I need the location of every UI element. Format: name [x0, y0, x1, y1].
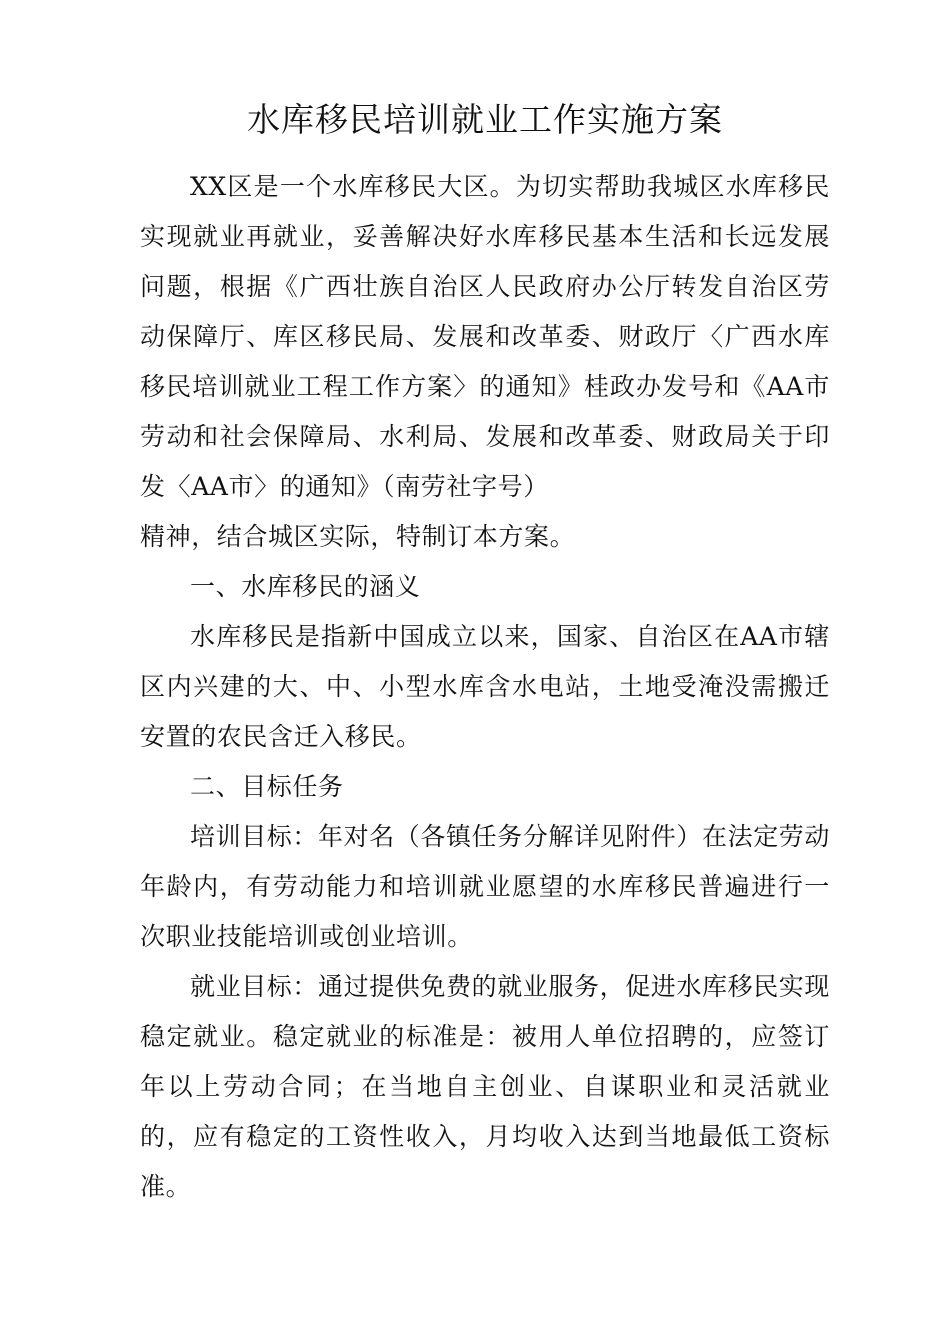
paragraph-definition: 水库移民是指新中国成立以来，国家、自治区在AA市辖区内兴建的大、中、小型水库含水电站，土地受淹没需搬迁安置的农民含迁入移民。	[140, 622, 830, 751]
section-heading-1: 一、水库移民的涵义	[190, 572, 421, 601]
document-page	[140, 96, 830, 1212]
section-heading-2: 二、目标任务	[190, 772, 344, 801]
paragraph-employment-goal: 就业目标：通过提供免费的就业服务，促进水库移民实现稳定就业。稳定就业的标准是：被用人单位招聘的，应签订年以上劳动合同；在当地自主创业、自谋职业和灵活就业的，应有稳定的工资性收入，月均收入达到当地最低工资标准。	[140, 972, 831, 1201]
paragraph-intro: XX区是一个水库移民大区。为切实帮助我城区水库移民实现就业再就业，妥善解决好水库移民基本生活和长远发展问题，根据《广西壮族自治区人民政府办公厅转发自治区劳动保障厅、库区移民局、发展和改革委、财政厅〈广西水库移民培训就业工程工作方案〉的通知》桂政办发号和《AA市劳动和社会保障局、水利局、发展和改革委、财政局关于印发〈AA市〉的通知》（南劳社字号）	[140, 172, 830, 501]
paragraph-training-goal: 培训目标：年对名（各镇任务分解详见附件）在法定劳动年龄内，有劳动能力和培训就业愿望的水库移民普遍进行一次职业技能培训或创业培训。	[140, 822, 831, 951]
document-title: 水库移民培训就业工作实施方案	[247, 100, 723, 139]
paragraph-intro-continued: 精神，结合城区实际，特制订本方案。	[140, 522, 576, 551]
